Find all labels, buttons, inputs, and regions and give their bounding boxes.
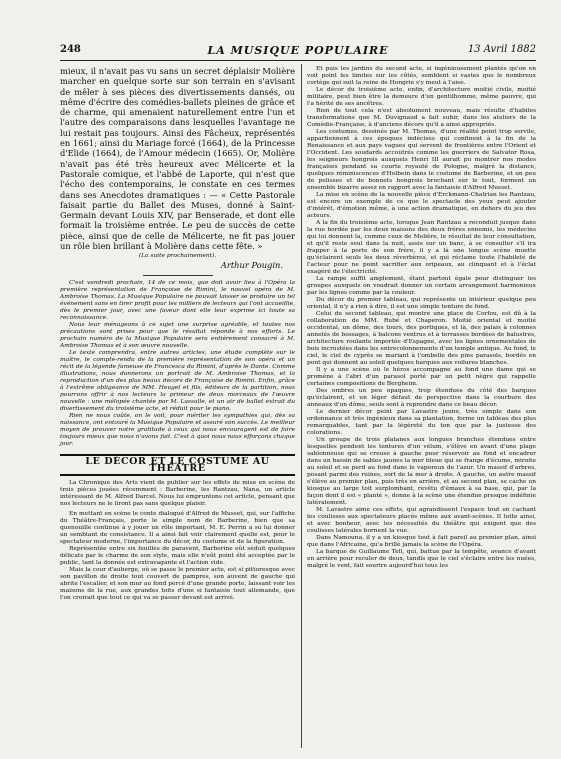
page-number: 248 [60,44,81,55]
to-be-continued: (La suite prochainement). [138,253,217,260]
body-paragraph: Du décor du premier tableau, qui représente un intérieur quelque peu oriental, il n'y a rien à dire, il est une simple tenture de fond. [307,297,536,310]
body-paragraph: La barque de Guillaume Tell, qui, battue par la tempête, avance d'avant en arrière pour reculer de deux, tandis que le ciel s'éclaire entre les nuées, malgré le vent, fait sourire aujourd'hui tous les [307,549,536,569]
body-paragraph: A la fin du troisième acte, lorsque Jean Rantzau a reconduit jusque dans la rue bordée par les deux maisons des deux frères ennemis, les médecins qui lui donnent la, comme ceux de Molière, le résultat de leur consultation, et qu'il reste seul dans la nuit, assis sur un banc, à se consulter s'il ira frapper à la porte de son frère, il y a là une longue scène muette qu'éclairent seuls les deux réverbères, et qui réclame toute l'habileté de l'acteur pour ne point sacrifier aux oripeaux, au clinquant et à l'éclat exagéré de l'électricité. [307,220,536,275]
issue-date: 13 Avril 1882 [467,44,536,55]
body-paragraph: Rien de tout cela n'est absolument nouveau, mais résulte d'habiles transformations que M. Duvignaud a fait subir, dans les ateliers de la Comédie-Française, à d'anciens décors qu'il a ainsi appropriés. [307,108,536,128]
body-paragraph: Et puis les jardins du second acte, si ingénieusement plantés qu'on en voit point les limites sur les côtés, semblent si vastes que le nombreux cortège qui suit la reine de Hongrie s'y meut à l'aise. [307,66,536,86]
header-rule [60,60,536,61]
body-paragraph: Il y a une scène où le héros accompagne au fond une dame qui se promène à l'abri d'un parasol porté par un petit nègre qui rappelle certaines compositions de Bergheim. [307,367,536,387]
announcement-paragraph: Le texte comprendra, entre autres articles, une étude complète sur le maître, le compte-rendu de la première représentation de son opéra et un récit de la légende fameuse de Francesca da Rimini, d'après le Dante. Comme illustrations, nous donnerons un portrait de M. Ambroise Thomas, et la reproduction d'un des plus beaux décors de Françoise de Rimini. Enfin, grâce à l'extrême obligeance de MM. Heugel et fils, éditeurs de la partition, nous pourrons offrir à nos lecteurs la primeur de deux morceaux de l'œuvre nouvelle : une mélopée chantée par M. Lassalle, et un air de ballet extrait du divertissement du troisième acte, et réduit pour le piano. [60,349,295,412]
body-paragraph: Un groupe de trois platanes aux longues branches étendues entre lesquelles pendent les tentures d'un vélum, s'élève en avant d'une plage sablonneuse qui se creuse à gauche pour réservoir au fond et encadrer dans un bassin de sables jaunes la mer bleue qui se frange d'écume, miroite au soleil et se perd au fond dans le vaporeux de l'azur. Un massif d'arbres, posant parmi des ruines, sort de la mer à droite. A gauche, un autre massif s'élève au premier plan, puis très en arrière, et au second plan, se cache un kiosque au large toit surplombant, revêtu d'émaux à sa base, qui, par la façon dont il est « planté », donne à la scène une étendue presque indéfinie latéralement. [307,437,536,506]
body-paragraph: M. Lavastre aime ces effets, qui agrandissent l'espace tout en cachant les coulisses aux spectateurs placés même aux avant-scènes. Il lutte ainsi, et avec bonheur, avec les nécessités du théâtre qui exigent que des coulisses latérales bornent la vue. [307,507,536,534]
announcement-paragraph: C'est vendredi prochain, 14 de ce mois, que doit avoir lieu à l'Opéra la première représentation de Françoise de Rimini, le nouvel opéra de M. Ambroise Thomas. La Musique Populaire ne pouvait laisser se produire un tel événement sans en tirer profit pour les milliers de lecteurs qui l'ont accueillie, dès le premier jour, avec une faveur dont elle leur exprime ici toute sa reconnaissance. [60,279,295,321]
article-continuation: mieux, il n'avait pas vu sans un secret déplaisir Molière marcher en quelque sorte sur son terrain en s'avisant de mêler à ses pièces des divertissements dansés, ou même d'écrire des comédies-ballets pleines de grâce et de charme, qui amenaient naturellement entre l'un et l'autre des comparaisons dans lesquelles l'avantage ne lui restait pas toujours. Ainsi des Fâcheux, représentés en 1661; ainsi du Mariage forcé (1664), de la Princesse d'Elide (1664), de l'Amour médecin (1665). Or, Molière n'avait pas été très heureux avec Mélicerte et la Pastorale comique, et l'abbé de Laporte, qui n'est que l'écho des contemporains, le constate en ces termes dans ses Anecdotes dramatiques : — « Cette Pastorale faisait partie du Ballet des Muses, donné à Saint-Germain devant Louis XIV, par Benserade, et dont elle formait la troisième entrée. Le peu de succès de cette pièce, ainsi que de celle de Mélicerte, ne fit pas jouer un rôle bien brillant à Molière dans cette fête. » [60,66,295,252]
announcement-paragraph: Rien ne nous coûte, on le voit, pour mériter les sympathies qui, dès sa naissance, ont entouré la Musique Populaire et assuré son succès. Le meilleur moyen de prouver notre gratitude à ceux qui nous encouragent est de faire toujours mieux que nous n'avons fait. C'est à quoi nous nous efforçons chaque jour. [60,412,295,447]
announcement-paragraph: Nous leur ménageons à ce sujet une surprise agréable, et toutes nos précautions sont prises pour que le résultat réponde à nos efforts. Le prochain numéro de la Musique Populaire sera entièrement consacré à M. Ambroise Thomas et à son œuvre nouvelle. [60,321,295,349]
body-paragraph: En mettant en scène le conte dialogué d'Alfred de Musset, qui, sur l'affiche du Théâtre-Français, porte le simple nom de Barberine, bien que sa quenouille continue à y jouer un rôle important, M. E. Perrin a su lui donner un semblant de consistance. Il a ainsi fait voir clairement quelle est, pour le spectateur moderne, l'importance du décor, du costume et de la figuration. [60,511,295,546]
page-header [60,44,536,60]
body-paragraph: Dans Namouna, il y a un kiosque tout à fait pareil au premier plan, ainsi que dans l'Africaine, qu'a brillé jamais la scène de l'Opéra. [307,535,536,548]
body-paragraph: La mise en scène de la nouvelle pièce d'Erckmann-Chatrian les Rantzau, est encore un exemple de ce que le spectacle des yeux peut ajouter d'intérêt, d'émotion même, à une action dramatique, en dehors du jeu des acteurs. [307,192,536,219]
body-paragraph: La rampe suffit amplement, étant partout égale pour distinguer les groupes auxquels on voudrait donner un certain arrangement harmonieux par les lignes comme par la couleur. [307,276,536,296]
author-signature: Arthur Pougin. [220,260,283,271]
body-paragraph: Le décor du troisième acte, enfin, d'architecture moitié civile, moitié militaire, peut bien être la demeure d'un gentilhomme, même pauvre, qui l'a hérité de ses ancêtres. [307,87,536,107]
left-column [60,66,295,602]
body-paragraph: Représentée entre six feuilles de paravent, Barberine eût séduit quelques délicats par le charme de son style, mais elle n'eût point été acceptée par le public, tant la donnée est extravagante et l'action vide. [60,546,295,567]
body-paragraph: Mais la cour d'auberge, où se passe le premier acte, est si pittoresque avec son pavillon de droite tout couvert de pampres, son auvent de gauche qui abrite l'escalier, et son mur au fond percé d'une grande porte, laissant voir les maisons de la rue, aux grandes toits d'une si fantaisie tout allemande, que l'on croirait que tout ce qui va se passer devant est arrivé. [60,567,295,602]
section-title: LE DÉCOR ET LE COSTUME AU THÉATRE [60,454,295,477]
body-paragraph: Des ombres un peu opaques, trop étendues du côté des barques qu'éclairent, et un léger défaut de perspective dans la courbure des anneaux d'un dôme, seuls sont à reprendre dans ce beau décor. [307,388,536,408]
body-paragraph: Celui du second tableau, qui montre une place de Corfou, est dû à la collaboration de MM. Rubé et Chaperon. Moitié oriental et moitié occidental, un dôme, des tours, des portiques, et là, des palais à colonnes annelés de bossages, à balcons ventrus et à terrasses bordées de balustres, architecture roulante importée d'Espagne, avec les lignes ornementales de bois incrustées dans les entrecolonnements d'un temple antique. Au fond, le ciel, le ciel de cyprès se mariant à l'ombelle des pins parasols, bordés en pont qui donnent au soleil quelques barques aux voilures blanches. [307,311,536,366]
section-intro: La Chronique des Arts vient de publier sur les effets de mise en scène de trois pièces jouées récemment : Barberine, les Rantzau, Nana, un article intéressant de M. Alfred Darcel. Nous lui empruntons cet article, pensant que nos lecteurs ne le liront pas sans quelque plaisir. [60,480,295,508]
separator-rule [143,275,213,276]
column-divider [301,64,302,748]
journal-title: LA MUSIQUE POPULAIRE [207,44,389,57]
body-paragraph: Les costumes, dessinés par M. Thomas, d'une réalité point trop servile, appartiennent à ces époques indécises qui confinent à la fin de la Renaissance et aux pays vagues qui servent de frontières entre l'Orient et l'Occident. Les soudards accoutrés comme les guerriers de Salvator Rosa, les seigneurs hongrois auxquels Henri III aurait pu montrer nos modes françaises pendant sa courte royauté de Pologne, malgré la distance, quelques réminiscences d'Holbein dans le costume de Barberine, et un peu de pelisses et de bonnets hongrois brochant sur le tout, forment un ensemble bizarre assez en rapport avec la fantaisie d'Alfred Musset. [307,129,536,191]
right-column [307,66,536,570]
body-paragraph: Le dernier décor peint par Lavastre jeune, très simple dans son ordonnance et très ingénieux dans sa plantation, forme un tableau des plus remarquables, tant par la légèreté du ton que par la justesse des colorations. [307,409,536,436]
